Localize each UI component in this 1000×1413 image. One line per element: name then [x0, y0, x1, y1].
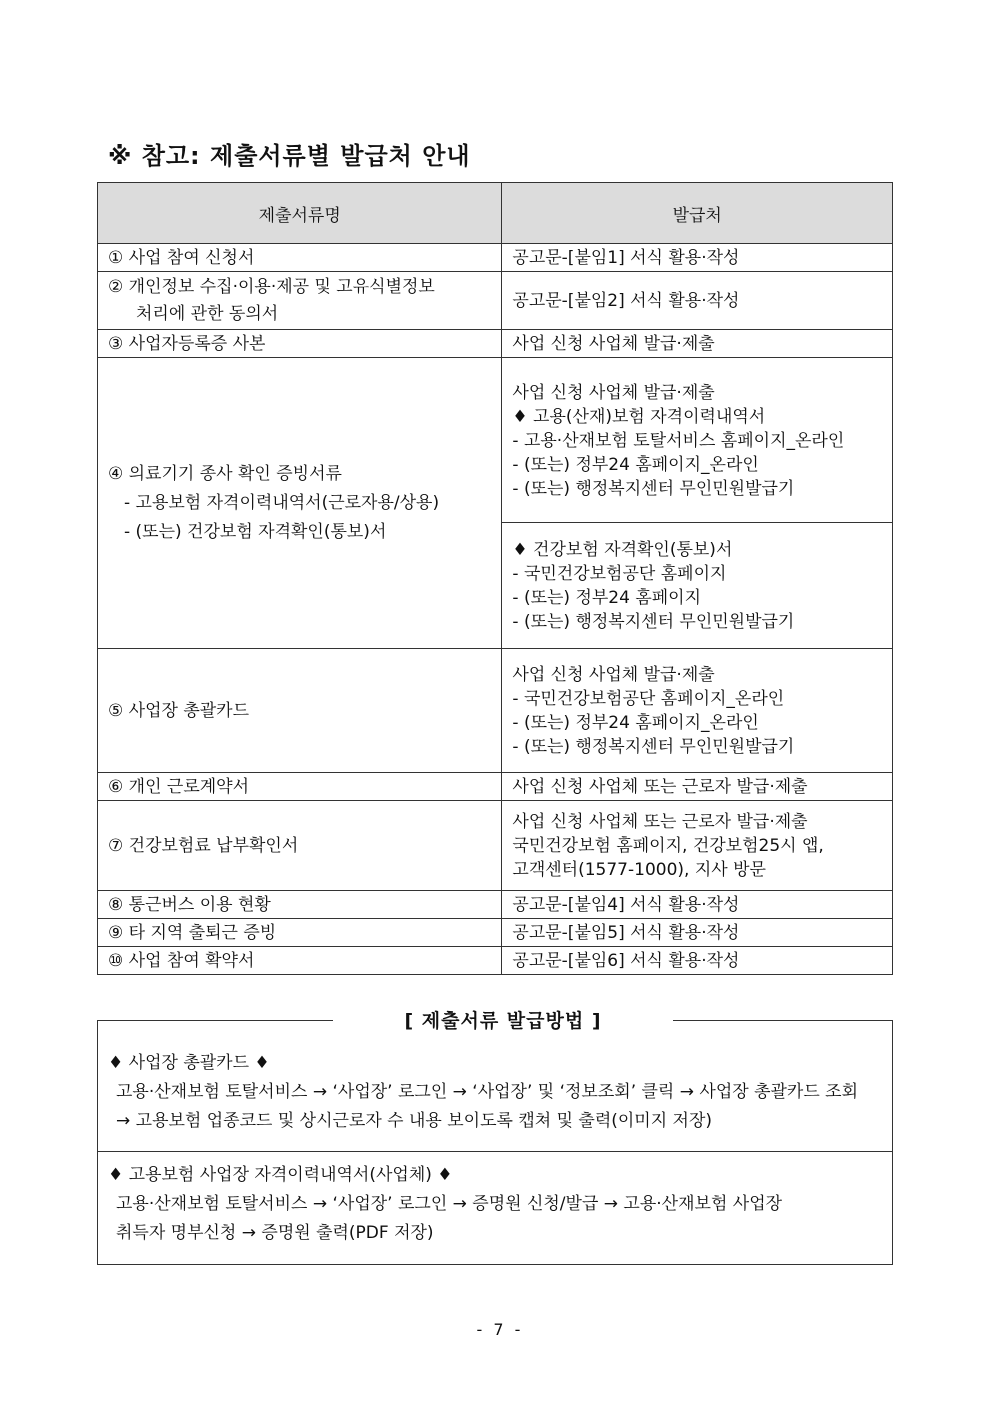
document-name-cell: ⑤ 사업장 총괄카드: [98, 649, 502, 773]
table-row: [98, 773, 893, 801]
issuer-cell: 공고문-[붙임2] 서식 활용·작성: [502, 272, 893, 330]
method-heading: ♦ 고용보험 사업장 자격이력내역서(사업체) ♦: [108, 1165, 453, 1185]
header-issuer: 발급처: [502, 183, 893, 244]
method-section-business-card: [98, 1049, 892, 1136]
document-name-cell: ② 개인정보 수집·이용·제공 및 고유식별정보 처리에 관한 동의서: [98, 272, 502, 330]
method-step-line: 고용·산재보험 토탈서비스 → ‘사업장’ 로그인 → 증명원 신청/발급 → 고용·산재보험 사업장: [116, 1194, 783, 1214]
document-name-cell: ④ 의료기기 종사 확인 증빙서류 - 고용보험 자격이력내역서(근로자용/상용) - (또는) 건강보험 자격확인(통보)서: [98, 358, 502, 649]
table-row: [98, 919, 893, 947]
table-row: [98, 272, 893, 330]
method-step-line: 고용·산재보험 토탈서비스 → ‘사업장’ 로그인 → ‘사업장’ 및 ‘정보조회’ 클릭 → 사업장 총괄카드 조회: [116, 1082, 858, 1102]
issuer-cell: 사업 신청 사업체 발급·제출 ♦ 고용(산재)보험 자격이력내역서 - 고용·산재보험 토탈서비스 홈페이지_온라인 - (또는) 정부24 홈페이지_온라인 - (또는) 행정복지센터 무인민원발급기: [502, 358, 893, 523]
table-row: [98, 244, 893, 272]
section-divider: [98, 1151, 892, 1152]
document-name-cell: ① 사업 참여 신청서: [98, 244, 502, 272]
issuer-cell: 사업 신청 사업체 발급·제출: [502, 330, 893, 358]
table-row: [98, 358, 893, 523]
document-name-cell: ③ 사업자등록증 사본: [98, 330, 502, 358]
document-name-cell: ⑥ 개인 근로계약서: [98, 773, 502, 801]
issuer-cell: 공고문-[붙임4] 서식 활용·작성: [502, 891, 893, 919]
table-row: [98, 649, 893, 773]
method-step-line: 취득자 명부신청 → 증명원 출력(PDF 저장): [116, 1223, 434, 1243]
page-number: - 7 -: [476, 1320, 524, 1339]
method-box-title: [ 제출서류 발급방법 ]: [333, 1006, 673, 1036]
document-name-cell: ⑨ 타 지역 출퇴근 증빙: [98, 919, 502, 947]
issuer-cell: 공고문-[붙임1] 서식 활용·작성: [502, 244, 893, 272]
issuance-method-box: [97, 1020, 893, 1265]
issuer-cell: 공고문-[붙임6] 서식 활용·작성: [502, 947, 893, 975]
method-step-line: → 고용보험 업종코드 및 상시근로자 수 내용 보이도록 캡쳐 및 출력(이미지 저장): [116, 1111, 713, 1131]
issuer-cell: ♦ 건강보험 자격확인(통보)서 - 국민건강보험공단 홈페이지 - (또는) 정부24 홈페이지 - (또는) 행정복지센터 무인민원발급기: [502, 523, 893, 649]
method-section-employment-insurance: [98, 1161, 892, 1248]
issuer-cell: 사업 신청 사업체 또는 근로자 발급·제출: [502, 773, 893, 801]
issuer-cell: 사업 신청 사업체 또는 근로자 발급·제출 국민건강보험 홈페이지, 건강보험25시 앱, 고객센터(1577-1000), 지사 방문: [502, 801, 893, 891]
table-row: [98, 891, 893, 919]
document-name-cell: ⑧ 통근버스 이용 현황: [98, 891, 502, 919]
document-name-cell: ⑩ 사업 참여 확약서: [98, 947, 502, 975]
header-document-name: 제출서류명: [98, 183, 502, 244]
document-name-cell: ⑦ 건강보험료 납부확인서: [98, 801, 502, 891]
table-row: [98, 947, 893, 975]
issuer-cell: 공고문-[붙임5] 서식 활용·작성: [502, 919, 893, 947]
table-row: [98, 330, 893, 358]
issuer-cell: 사업 신청 사업체 발급·제출 - 국민건강보험공단 홈페이지_온라인 - (또는) 정부24 홈페이지_온라인 - (또는) 행정복지센터 무인민원발급기: [502, 649, 893, 773]
document-issuer-table: [97, 182, 893, 975]
table-header-row: [98, 183, 893, 244]
page-title: ※ 참고: 제출서류별 발급처 안내: [108, 142, 471, 170]
method-heading: ♦ 사업장 총괄카드 ♦: [108, 1053, 270, 1073]
table-row: [98, 801, 893, 891]
